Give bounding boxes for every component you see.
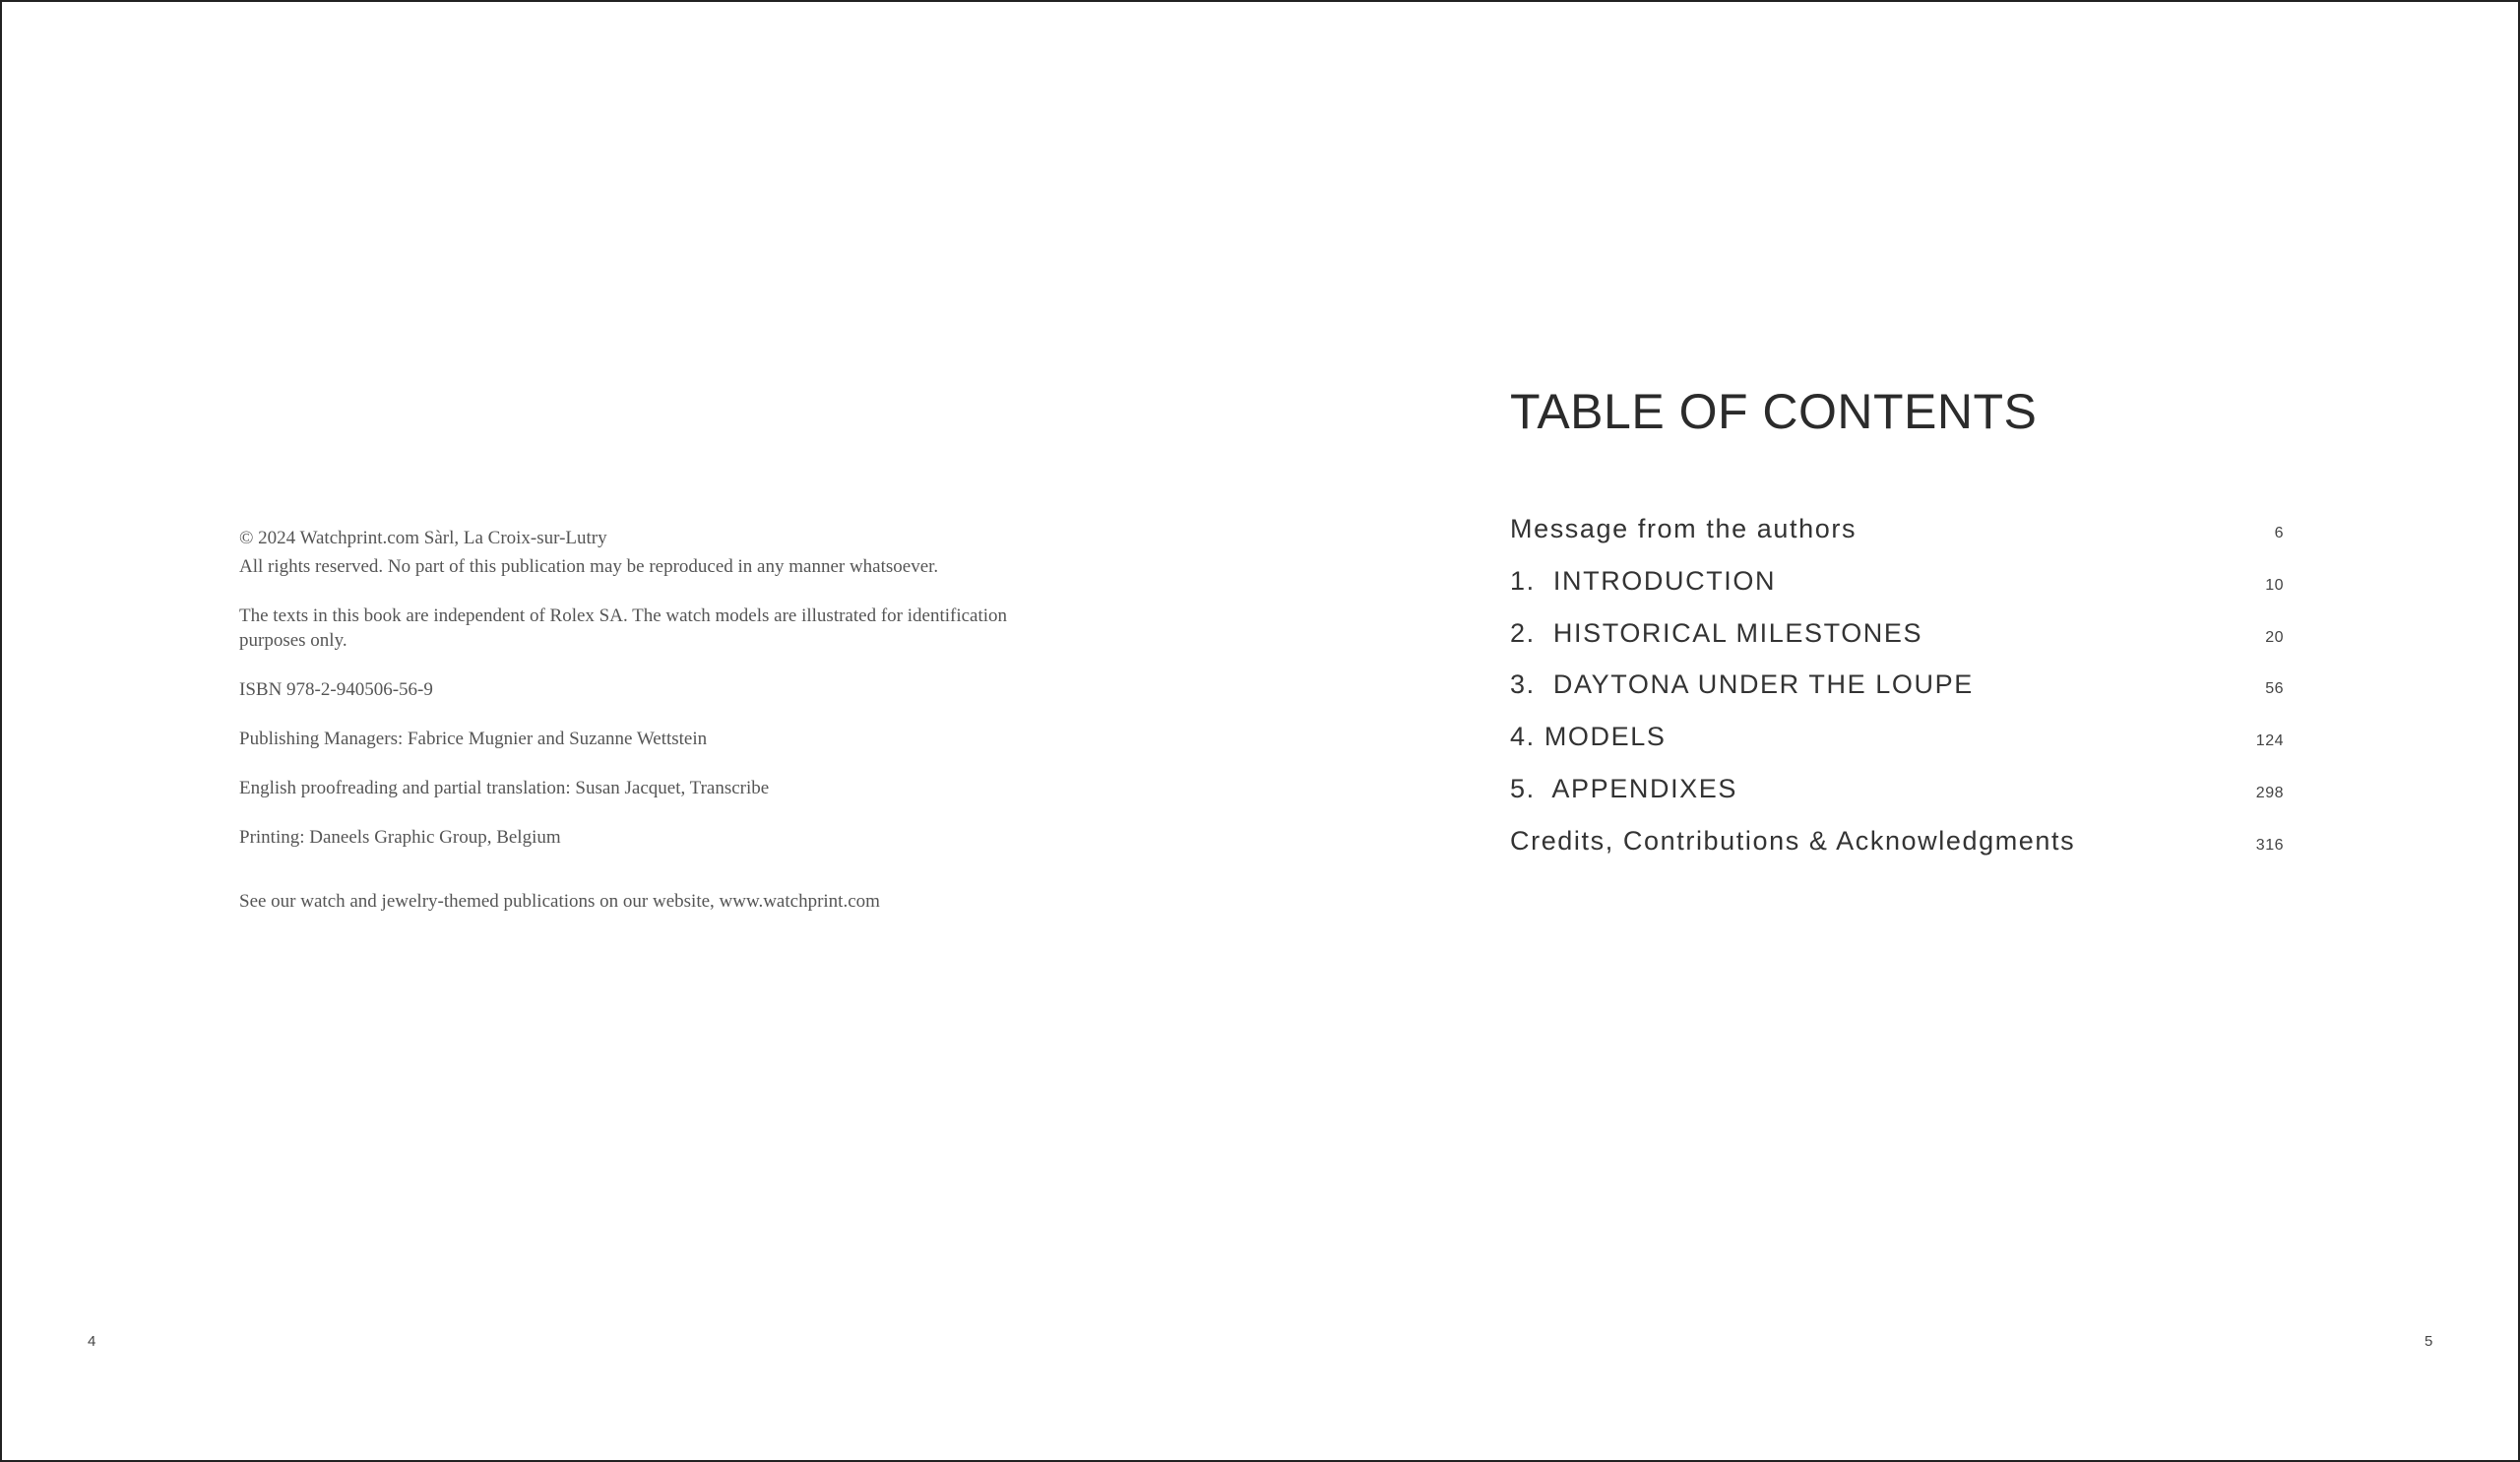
toc-entry[interactable] <box>1510 826 2284 878</box>
isbn-line: ISBN 978-2-940506-56-9 <box>239 679 433 700</box>
toc-entry-page: 298 <box>2255 784 2284 801</box>
toc-entry-label: Credits, Contributions & Acknowledgments <box>1510 825 2076 856</box>
copyright-line: © 2024 Watchprint.com Sàrl, La Croix-sur-Lutry <box>239 528 607 548</box>
toc-entry-label: 5. APPENDIXES <box>1510 773 1737 803</box>
toc-entry[interactable] <box>1510 722 2284 774</box>
toc-entry-label: 2. HISTORICAL MILESTONES <box>1510 617 1923 648</box>
imprint-block <box>239 526 1125 914</box>
toc-list <box>1510 514 2284 878</box>
toc-entry[interactable] <box>1510 566 2284 618</box>
publishing-managers-line: Publishing Managers: Fabrice Mugnier and Suzanne Wettstein <box>239 729 708 749</box>
page-number-right: 5 <box>2425 1333 2433 1350</box>
toc-entry-page: 20 <box>2265 628 2284 646</box>
rights-line: All rights reserved. No part of this publication may be reproduced in any manner whatsoever. <box>239 556 939 577</box>
toc-entry[interactable] <box>1510 514 2284 566</box>
printing-line: Printing: Daneels Graphic Group, Belgium <box>239 827 561 848</box>
toc-entry-label: 1. INTRODUCTION <box>1510 565 1777 596</box>
toc-entry-page: 6 <box>2274 525 2284 541</box>
toc-entry[interactable] <box>1510 669 2284 722</box>
toc-entry-page: 10 <box>2265 576 2284 594</box>
page-number-left: 4 <box>88 1333 96 1350</box>
toc-entry-page: 316 <box>2255 836 2284 854</box>
toc-entry[interactable] <box>1510 774 2284 826</box>
proofreading-line: English proofreading and partial translation: Susan Jacquet, Transcribe <box>239 778 770 798</box>
toc-entry-page: 124 <box>2255 732 2284 750</box>
disclaimer-line-1: The texts in this book are independent of Rolex SA. The watch models are illustrated for identification <box>239 605 1008 626</box>
toc-title: TABLE OF CONTENTS <box>1510 384 2038 439</box>
toc-entry[interactable] <box>1510 618 2284 670</box>
toc-entry-page: 56 <box>2265 680 2284 698</box>
toc-entry-label: 4. MODELS <box>1510 722 1667 752</box>
toc-entry-label: Message from the authors <box>1510 514 1858 543</box>
disclaimer-line-2: purposes only. <box>239 630 347 651</box>
website-line: See our watch and jewelry-themed publications on our website, www.watchprint.com <box>239 891 880 912</box>
toc-entry-label: 3. DAYTONA UNDER THE LOUPE <box>1510 669 1974 700</box>
